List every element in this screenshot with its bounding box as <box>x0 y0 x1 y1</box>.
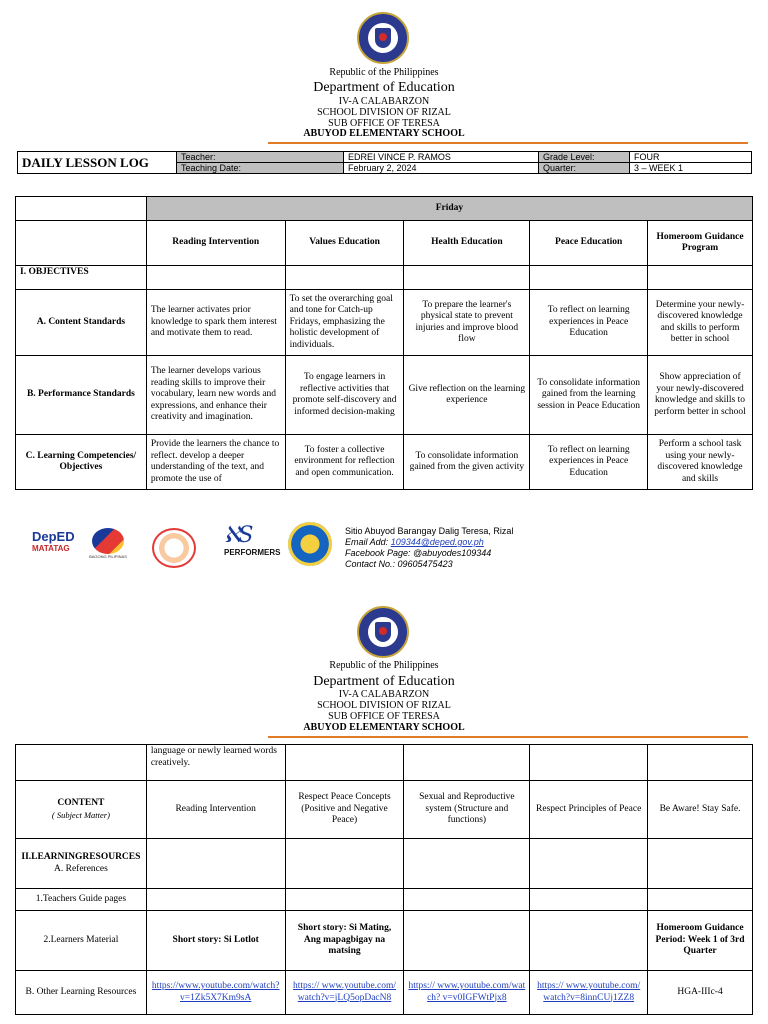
empty-cell <box>285 839 404 889</box>
empty-cell <box>285 889 404 911</box>
empty-cell <box>16 745 147 781</box>
empty-cell <box>648 745 753 781</box>
empty-cell <box>285 266 404 290</box>
date-label: Teaching Date: <box>177 163 344 174</box>
table-cell: Sexual and Reproductive system (Structure and functions) <box>404 781 530 839</box>
deped-seal-icon <box>357 606 409 658</box>
email-line <box>345 537 484 548</box>
table-cell: To engage learners in reflective activities that promote self-discovery and informed decision-making <box>285 356 404 435</box>
region-text: IV-A CALABARZON <box>338 96 430 107</box>
table-cell: language or newly learned words creatively. <box>146 745 285 781</box>
teacher-value: EDREI VINCE P. RAMOS <box>344 152 539 163</box>
division-text: SCHOOL DIVISION OF RIZAL <box>317 107 451 118</box>
deped-seal-icon <box>357 12 409 64</box>
address-text: Sitio Abuyod Barangay Dalig Teresa, Rizal <box>345 526 514 536</box>
school-seal-icon <box>152 528 196 568</box>
email-link[interactable]: 109344@deped.gov.ph <box>390 537 484 547</box>
subject-corner <box>16 221 147 266</box>
resources-label: II.LEARNINGRESOURCES <box>21 852 141 862</box>
table-cell: To reflect on learning experiences in Peace Education <box>530 435 648 490</box>
table-cell: The learner develops various reading skills to improve their vocabulary, learn new words and expressions, and enhance their creativity and imagination. <box>146 356 285 435</box>
table-cell: To consolidate information gained from the given activity <box>404 435 530 490</box>
deped-text: DepED <box>32 529 75 544</box>
tg-label: 1.Teachers Guide pages <box>16 889 147 911</box>
content-label-cell <box>16 781 147 839</box>
empty-cell <box>404 889 530 911</box>
content-sublabel: ( Subject Matter) <box>51 809 110 820</box>
empty-cell <box>530 745 648 781</box>
table-cell: Show appreciation of your newly-discovered knowledge and skills to perform better in school <box>648 356 753 435</box>
subject-header: Reading Intervention <box>146 221 285 266</box>
facebook-text: Facebook Page: @abuyodes109344 <box>345 548 492 558</box>
table-cell: Give reflection on the learning experience <box>404 356 530 435</box>
sub-office-text: SUB OFFICE OF TERESA <box>328 118 440 129</box>
school-name: ABUYOD ELEMENTARY SCHOOL <box>303 128 465 139</box>
table-cell: Homeroom Guidance Period: Week 1 of 3rd Quarter <box>648 911 753 971</box>
objectives-label: I. OBJECTIVES <box>16 266 147 290</box>
performance-standards-label: B. Performance Standards <box>16 356 147 435</box>
bagong-pilipinas-logo <box>88 528 128 560</box>
content-label: CONTENT <box>57 798 105 808</box>
grade-value: FOUR <box>630 152 752 163</box>
objectives-table <box>15 196 753 490</box>
content-table <box>15 744 753 1015</box>
table-cell: Respect Peace Concepts (Positive and Negative Peace) <box>285 781 404 839</box>
teacher-label: Teacher: <box>177 152 344 163</box>
subject-header: Homeroom Guidance Program <box>648 221 753 266</box>
table-cell: To foster a collective environment for reflection and open communication. <box>285 435 404 490</box>
school-name: ABUYOD ELEMENTARY SCHOOL <box>303 722 465 733</box>
empty-cell <box>648 266 753 290</box>
competencies-label: C. Learning Competencies/ Objectives <box>16 435 147 490</box>
empty-cell <box>285 745 404 781</box>
empty-cell <box>404 911 530 971</box>
resource-link[interactable]: https://www.youtube.com/watch?v=1Zk5X7Km9sA <box>146 971 285 1015</box>
table-cell: Reading Intervention <box>146 781 285 839</box>
email-label: Email Add: <box>345 537 391 547</box>
department-title: Department of Education <box>313 80 455 95</box>
day-header: Friday <box>146 197 752 221</box>
resources-label-cell <box>16 839 147 889</box>
lm-label: 2.Learners Material <box>16 911 147 971</box>
deped-matatag-logo <box>32 530 82 558</box>
empty-cell <box>146 266 285 290</box>
subject-header: Health Education <box>404 221 530 266</box>
empty-cell <box>530 839 648 889</box>
performers-logo: ℵS PERFORMERS <box>224 523 281 557</box>
quarter-label: Quarter: <box>539 163 630 174</box>
table-cell: HGA-IIIc-4 <box>648 971 753 1015</box>
table-cell: Short story: Si Lotlot <box>146 911 285 971</box>
sub-office-text: SUB OFFICE OF TERESA <box>328 711 440 722</box>
table-cell: To consolidate information gained from the learning session in Peace Education <box>530 356 648 435</box>
other-resources-label: B. Other Learning Resources <box>16 971 147 1015</box>
empty-cell <box>146 889 285 911</box>
region-text: IV-A CALABARZON <box>338 689 430 700</box>
empty-cell <box>648 839 753 889</box>
table-cell: Respect Principles of Peace <box>530 781 648 839</box>
empty-cell <box>404 839 530 889</box>
contact-text: Contact No.: 09605475423 <box>345 559 453 569</box>
table-cell: To reflect on learning experiences in Peace Education <box>530 290 648 356</box>
republic-text: Republic of the Philippines <box>329 660 439 671</box>
empty-cell <box>404 745 530 781</box>
empty-cell <box>404 266 530 290</box>
performers-text: PERFORMERS <box>224 548 281 557</box>
subject-header: Peace Education <box>530 221 648 266</box>
quarter-value: 3 – WEEK 1 <box>630 163 752 174</box>
abuyod-seal-icon <box>288 522 332 566</box>
empty-cell <box>648 889 753 911</box>
table-cell: Short story: Si Mating, Ang mapagbigay na matsing <box>285 911 404 971</box>
resource-link[interactable]: https:// www.youtube.com/ watch?v=8innCUj1ZZ8 <box>530 971 648 1015</box>
header-divider <box>268 142 748 144</box>
empty-cell <box>146 839 285 889</box>
table-cell: Determine your newly-discovered knowledge and skills to perform better in school <box>648 290 753 356</box>
republic-text: Republic of the Philippines <box>329 67 439 78</box>
lesson-log-title: DAILY LESSON LOG <box>18 152 177 174</box>
department-title: Department of Education <box>313 674 455 689</box>
bagong-text: BAGONG PILIPINAS <box>89 554 127 559</box>
table-cell: To set the overarching goal and tone for Catch-up Fridays, emphasizing the holistic development of individuals. <box>285 290 404 356</box>
grade-label: Grade Level: <box>539 152 630 163</box>
date-value: February 2, 2024 <box>344 163 539 174</box>
resource-link[interactable]: https:// www.youtube.com/watch? v=v0IGFWtPjx8 <box>404 971 530 1015</box>
empty-cell <box>530 911 648 971</box>
references-label: A. References <box>54 863 108 874</box>
table-cell: The learner activates prior knowledge to spark them interest and motivate them to read. <box>146 290 285 356</box>
content-standards-label: A. Content Standards <box>16 290 147 356</box>
table-cell: Provide the learners the chance to reflect. develop a deeper understanding of the text, and promote the use of <box>146 435 285 490</box>
empty-cell <box>530 889 648 911</box>
lesson-log-info-table <box>17 151 752 174</box>
matatag-text: MATATAG <box>32 544 70 553</box>
division-text: SCHOOL DIVISION OF RIZAL <box>317 700 451 711</box>
table-cell: Perform a school task using your newly-discovered knowledge and skills <box>648 435 753 490</box>
resource-link[interactable]: https:// www.youtube.com/ watch?v=jLQ5opDacN8 <box>285 971 404 1015</box>
table-corner <box>16 197 147 221</box>
subject-header: Values Education <box>285 221 404 266</box>
table-cell: To prepare the learner's physical state to prevent injuries and improve blood flow <box>404 290 530 356</box>
table-cell: Be Aware! Stay Safe. <box>648 781 753 839</box>
empty-cell <box>530 266 648 290</box>
header-divider <box>268 736 748 738</box>
